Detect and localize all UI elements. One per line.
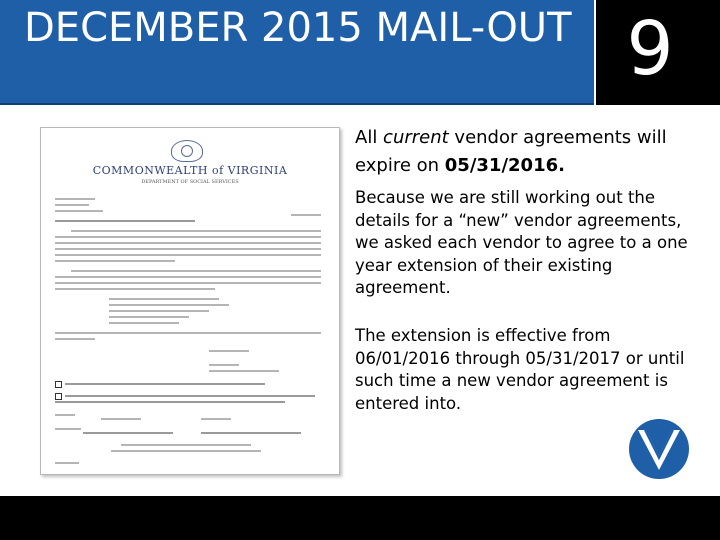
extension-request-paragraph: Because we are still working out the details for a “new” vendor agreements, we asked each vendor to agree to a one year extension of their existing agreement. [355,188,688,297]
letter-line [201,432,301,434]
letter-line [209,350,249,352]
letter-line [55,204,89,206]
letter-checkbox [55,393,62,400]
letter-line [71,270,321,272]
letter-line [55,288,215,290]
letter-line [55,220,195,222]
letter-line [109,322,179,324]
letter-line [209,364,239,366]
letter-line [291,214,321,216]
letter-line [65,395,315,397]
expiration-date: 05/31/2016 [444,155,559,176]
letter-line [55,236,321,238]
text-segment: . [558,155,565,176]
letter-line [109,304,229,306]
title-banner [0,0,594,105]
slide-title: DECEMBER 2015 MAIL-OUT [24,5,572,51]
state-seal-icon [171,140,203,162]
slide-number: 9 [626,6,674,92]
letter-line [55,276,321,278]
extension-effective-paragraph: The extension is effective from 06/01/2016 through 05/31/2017 or until such time a new vendor agreement is entered into. [355,326,685,413]
letter-line [55,332,321,334]
slide-number-box [596,0,720,105]
emphasis-current: current [383,127,449,148]
letter-line [109,316,189,318]
letter-line [109,310,209,312]
letter-line [55,414,75,416]
letter-line [201,418,231,420]
letter-line [55,260,175,262]
letter-line [83,432,173,434]
letter-line [109,298,219,300]
letter-line [55,428,81,430]
letter-line [209,370,279,372]
virginia-v-logo-icon [628,418,690,480]
letter-line [55,254,321,256]
text-segment: All [355,127,384,148]
letter-line [55,198,95,200]
letter-line [55,210,103,212]
letter-checkbox [55,381,62,388]
letter-org: COMMONWEALTH of VIRGINIA [92,164,288,177]
letter-line [55,338,95,340]
letter-line [71,230,321,232]
expiration-paragraph [355,124,700,180]
letter-dept: DEPARTMENT OF SOCIAL SERVICES [141,179,239,185]
letter-line [55,282,321,284]
text-segment: vendor agreements will expire on [355,127,667,176]
letter-line [55,242,321,244]
letter-line [111,450,261,452]
letter-line [55,462,79,464]
letter-line [101,418,141,420]
letter-line [55,401,285,403]
letter-line [65,383,265,385]
footer-bar [0,496,720,540]
letter-line [121,444,251,446]
letter-thumbnail [40,127,340,475]
letter-line [55,248,321,250]
